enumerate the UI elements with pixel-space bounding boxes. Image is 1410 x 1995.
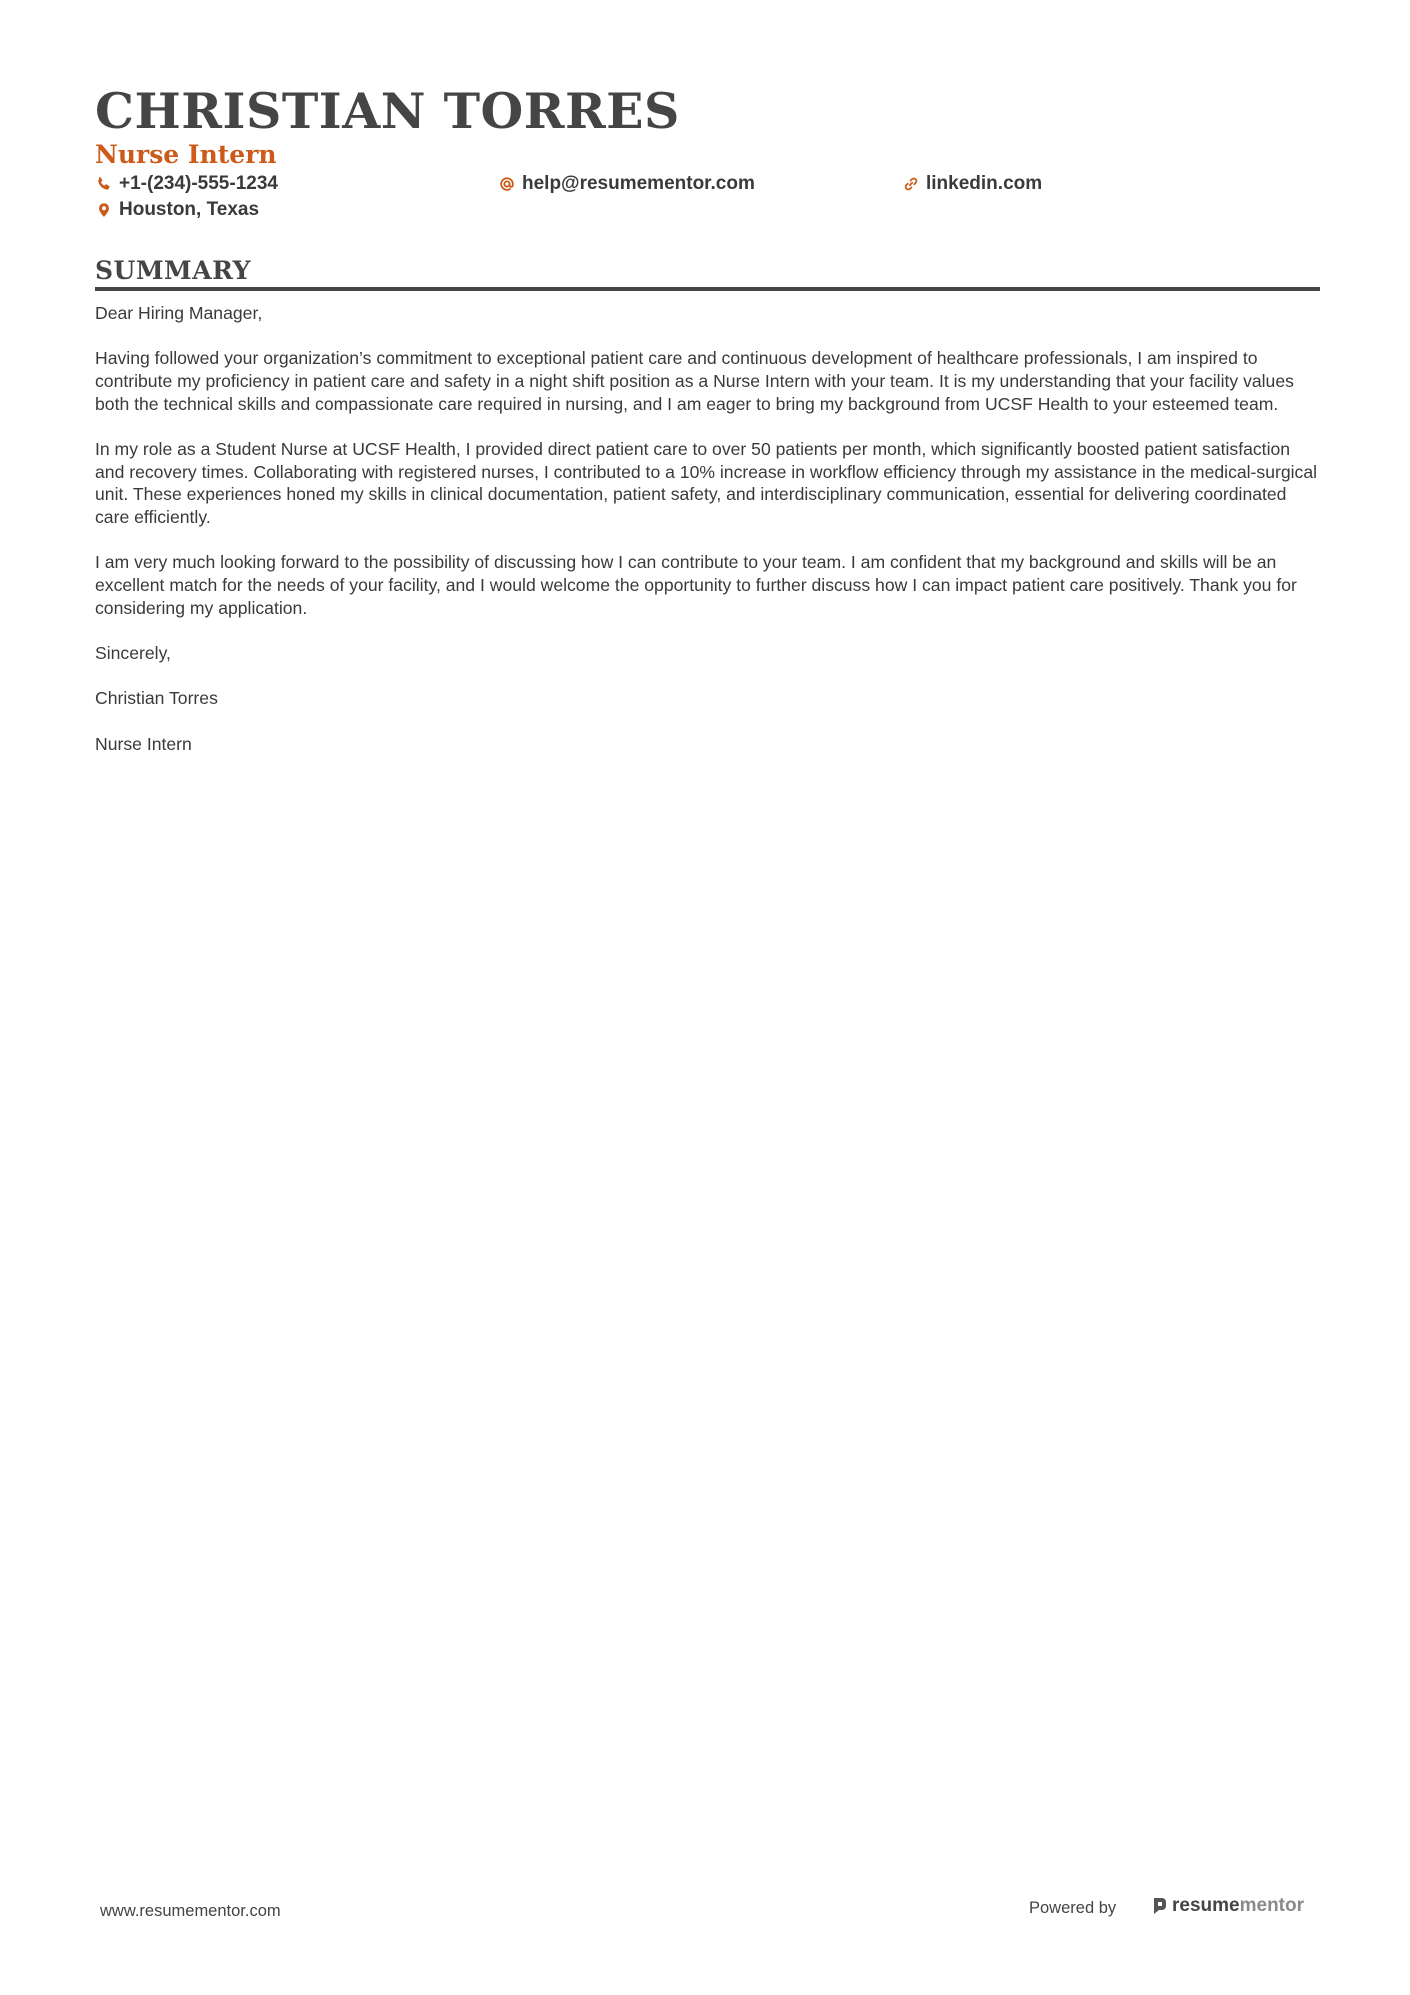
resumementor-logo-icon (1152, 1896, 1168, 1916)
footer-website-link[interactable]: www.resumementor.com (100, 1902, 281, 1920)
letter-paragraph: Having followed your organization’s commitment to exceptional patient care and continuous development of healthcare professionals, I am inspired to contribute my proficiency in patient care and safety in a night shift position as a Nurse Intern with your team. It is my understanding that your facility values both the technical skills and compassionate care required in nursing, and I am eager to bring my background from UCSF Health to your esteemed team. (95, 348, 1294, 414)
contact-location (95, 199, 259, 221)
candidate-role: Nurse Intern (95, 140, 277, 169)
brand-text-resume: resume (1172, 1895, 1240, 1916)
contact-linkedin-text[interactable]: linkedin.com (926, 173, 1043, 194)
resumementor-logo[interactable] (1152, 1895, 1304, 1917)
candidate-name: CHRISTIAN TORRES (95, 82, 680, 140)
summary-divider (95, 287, 1320, 291)
letter-salutation: Dear Hiring Manager, (95, 303, 263, 323)
letter-signature-title: Nurse Intern (95, 733, 192, 754)
brand-text-mentor: mentor (1239, 1895, 1305, 1916)
at-icon (498, 176, 515, 193)
letter-body (95, 302, 1320, 778)
contact-location-text: Houston, Texas (119, 199, 260, 220)
contact-email[interactable] (498, 173, 755, 195)
contact-linkedin[interactable] (902, 173, 1042, 195)
summary-heading: SUMMARY (95, 256, 251, 285)
letter-paragraph: In my role as a Student Nurse at UCSF Health, I provided direct patient care to over 50 patients per month, which significantly boosted patient satisfaction and recovery times. Collaborating with registered nurses, I contributed to a 10% increase in workflow efficiency through my assistance in the medical-surgical unit. These experiences honed my skills in clinical documentation, patient safety, and interdisciplinary communication, essential for delivering coordinated care efficiently. (95, 439, 1318, 528)
contact-email-text[interactable]: help@resumementor.com (522, 173, 755, 194)
location-pin-icon (95, 202, 112, 219)
powered-by-label: Powered by (1029, 1899, 1117, 1917)
contact-phone-text: +1-(234)-555-1234 (119, 173, 278, 194)
phone-icon (95, 176, 112, 193)
contact-phone (95, 173, 278, 195)
letter-signature-name: Christian Torres (95, 688, 218, 709)
link-icon (902, 176, 919, 193)
letter-paragraph: I am very much looking forward to the possibility of discussing how I can contribute to your team. I am confident that my background and skills will be an excellent match for the needs of your facility, and I would welcome the opportunity to further discuss how I can impact patient care positively. Thank you for considering my application. (95, 552, 1297, 618)
letter-closing: Sincerely, (95, 643, 171, 664)
